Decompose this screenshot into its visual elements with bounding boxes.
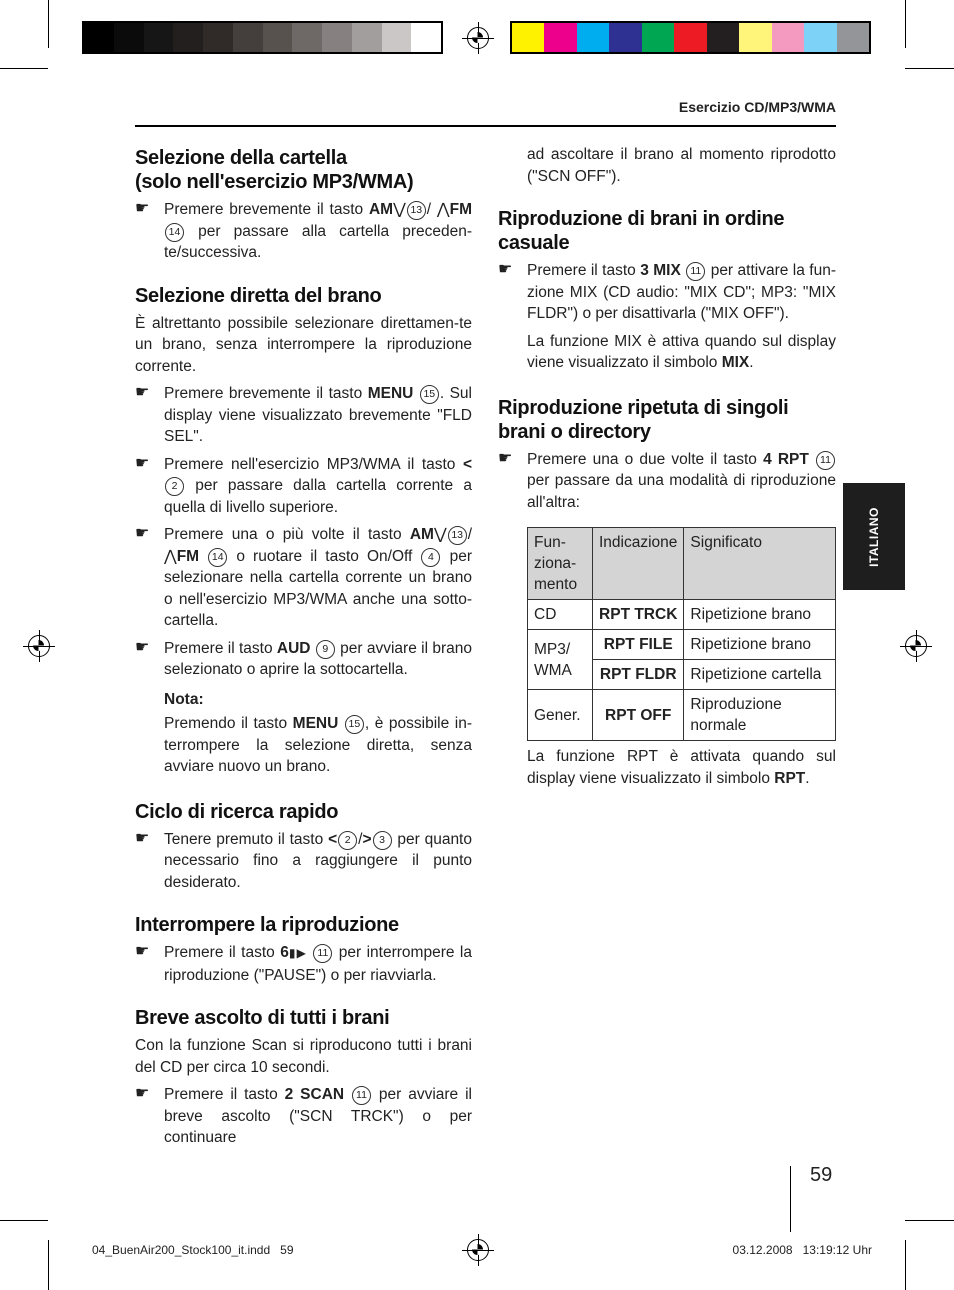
right-arrow-icon: > [362,830,372,848]
pointing-hand-icon: ☛ [135,943,150,960]
table-cell: RPT TRCK [593,600,684,630]
language-tab [843,483,905,590]
paragraph: La funzione MIX è attiva quando sul display viene visualizzato il simbolo MIX. [527,332,836,371]
color-swatch [642,23,674,52]
crop-mark [905,68,954,69]
color-swatch [577,23,609,52]
section-heading: Selezione diretta del brano [135,284,382,307]
section-heading: Interrompere la riproduzione [135,914,399,936]
pointing-hand-icon: ☛ [135,1085,150,1102]
up-arrow-icon: ⋀ [436,201,450,218]
color-swatch [544,23,576,52]
crop-mark [48,1240,49,1290]
table-row [528,600,836,630]
paragraph: È altrettanto possibile selezionare direttamen-te un brano, senza interrompere la riproduzione corrente. [135,314,472,375]
running-header: Esercizio CD/MP3/WMA [678,99,836,115]
table-cell: RPT FLDR [593,660,684,690]
table-cell: RPT FILE [593,630,684,660]
color-swatch [203,23,233,52]
instruction-item: ☛ Tenere premuto il tasto < 2 /> 3 per quanto necessario fino a raggiungere il punto desiderato. [135,829,472,891]
left-arrow-icon: < [328,830,338,848]
rpt-mode-table [527,527,836,741]
color-swatch [263,23,293,52]
paragraph: Con la funzione Scan si riproducono tutti i brani del CD per circa 10 secondi. [135,1037,472,1076]
crop-mark [0,1220,48,1221]
table-cell: Ripetizione cartella [684,660,836,690]
registration-mark-icon [467,27,489,49]
down-arrow-icon: ⋁ [393,201,406,218]
color-swatch [512,23,544,52]
pointing-hand-icon: ☛ [135,829,150,847]
pointing-hand-icon: ☛ [135,200,150,217]
pointing-hand-icon: ☛ [135,638,150,656]
table-cell: Gener. [528,690,593,741]
right-column [498,144,836,789]
left-column [135,146,472,1149]
color-swatch [173,23,203,52]
table-cell: Ripetizione brano [684,600,836,630]
header-rule [135,125,836,127]
color-swatch [84,23,114,52]
color-swatch [233,23,263,52]
color-swatch [739,23,771,52]
color-swatch [772,23,804,52]
pointing-hand-icon: ☛ [498,261,513,278]
crop-mark [0,68,48,69]
color-swatch [114,23,144,52]
pointing-hand-icon: ☛ [498,449,513,467]
language-tab-label: ITALIANO [867,506,881,567]
table-cell: Riproduzione normale [684,690,836,741]
table-header-cell: Significato [684,528,836,600]
color-swatch [609,23,641,52]
table-cell: MP3/ WMA [528,630,593,690]
table-cell: RPT OFF [593,690,684,741]
footer-timestamp: 03.12.2008 13:19:12 Uhr [732,1243,872,1257]
registration-mark-icon [905,635,927,657]
instruction-item: ☛ Premere il tasto 2 SCAN 11 per avviare il breve ascolto ("SCN TRCK") o per continuare [135,1085,472,1146]
instruction-item: ☛ Premere brevemente il tasto AM⋁ 13 / ⋀FM 14 per passare alla cartella preceden-te/successiva. [135,200,472,261]
note-title: Nota: [164,690,204,708]
page-number: 59 [810,1164,833,1186]
instruction-item: ☛ Premere il tasto 3 MIX 11 per attivare la fun-zione MIX (CD audio: "MIX CD"; MP3: "MIX FLDR") o per disattivarla ("MIX OFF"). [498,261,836,322]
instruction-item: ☛ Premere una o due volte il tasto 4 RPT 11 per passare da una modalità di riproduzione all'altra: [498,449,836,511]
table-header-cell: Indicazione [593,528,684,600]
color-swatch [804,23,836,52]
instruction-item: ☛ Premere brevemente il tasto MENU 15 . Sul display viene visualizzato brevemente "FLD SEL". [135,384,472,445]
pointing-hand-icon: ☛ [135,525,150,542]
grayscale-color-bar [82,21,443,54]
table-cell: CD [528,600,593,630]
section-heading: Riproduzione di brani in ordine casuale [498,208,785,254]
section-heading: Riproduzione ripetuta di singoli brani o directory [498,396,789,443]
table-cell: Ripetizione brano [684,630,836,660]
instruction-item: ☛ Premere il tasto 6▮▶ 11 per interrompere la riproduzione ("PAUSE") o per riavviarla. [135,943,472,984]
color-swatch [322,23,352,52]
footer-file-info: 04_BuenAir200_Stock100_it.indd 59 [92,1243,294,1257]
pointing-hand-icon: ☛ [135,384,150,401]
color-swatch [352,23,382,52]
table-row [528,630,836,660]
page-number-rule [790,1166,791,1232]
crop-mark [48,0,49,48]
note-text: Premendo il tasto MENU 15 , è possibile in-terrompere la selezione diretta, senza avviare nuovo un brano. [164,715,472,775]
registration-mark-icon [28,635,50,657]
paragraph: La funzione RPT è attivata quando sul display viene visualizzato il simbolo RPT. [527,748,836,787]
table-header-cell: Fun-ziona-mento [528,528,593,600]
color-swatch [411,23,441,52]
crop-mark [905,1240,906,1290]
table-header-row [528,528,836,600]
crop-mark [905,1220,954,1221]
color-swatch [382,23,412,52]
color-swatch [292,23,322,52]
left-arrow-icon: < [462,455,472,473]
crop-mark [905,0,906,48]
section-heading: Breve ascolto di tutti i brani [135,1007,390,1029]
color-swatch [144,23,174,52]
color-swatch [674,23,706,52]
section-heading: Ciclo di ricerca rapido [135,800,339,823]
play-pause-icon: ▮▶ [288,946,307,960]
process-color-bar [510,21,871,54]
color-swatch [837,23,869,52]
pointing-hand-icon: ☛ [135,454,150,472]
table-row [528,690,836,741]
up-arrow-icon: ⋀ [164,547,177,565]
section-heading: Selezione della cartella (solo nell'esercizio MP3/WMA) [135,147,414,193]
paragraph: ad ascoltare il brano al momento riprodotto ("SCN OFF"). [527,146,836,185]
instruction-item: ☛ Premere una o più volte il tasto AM⋁ 13 / ⋀FM 14 o ruotare il tasto On/Off 4 per selezionare nella cartella corrente un brano o nell'esercizio MP3/WMA anche una sotto-cartella. [135,525,472,629]
registration-mark-icon [467,1239,489,1261]
instruction-item: ☛ Premere il tasto AUD 9 per avviare il brano selezionato o aprire la sottocartella. [135,638,472,678]
instruction-item: ☛ Premere nell'esercizio MP3/WMA il tasto <2 per passare dalla cartella corrente a quella di livello superiore. [135,454,472,516]
down-arrow-icon: ⋁ [433,526,447,543]
color-swatch [707,23,739,52]
